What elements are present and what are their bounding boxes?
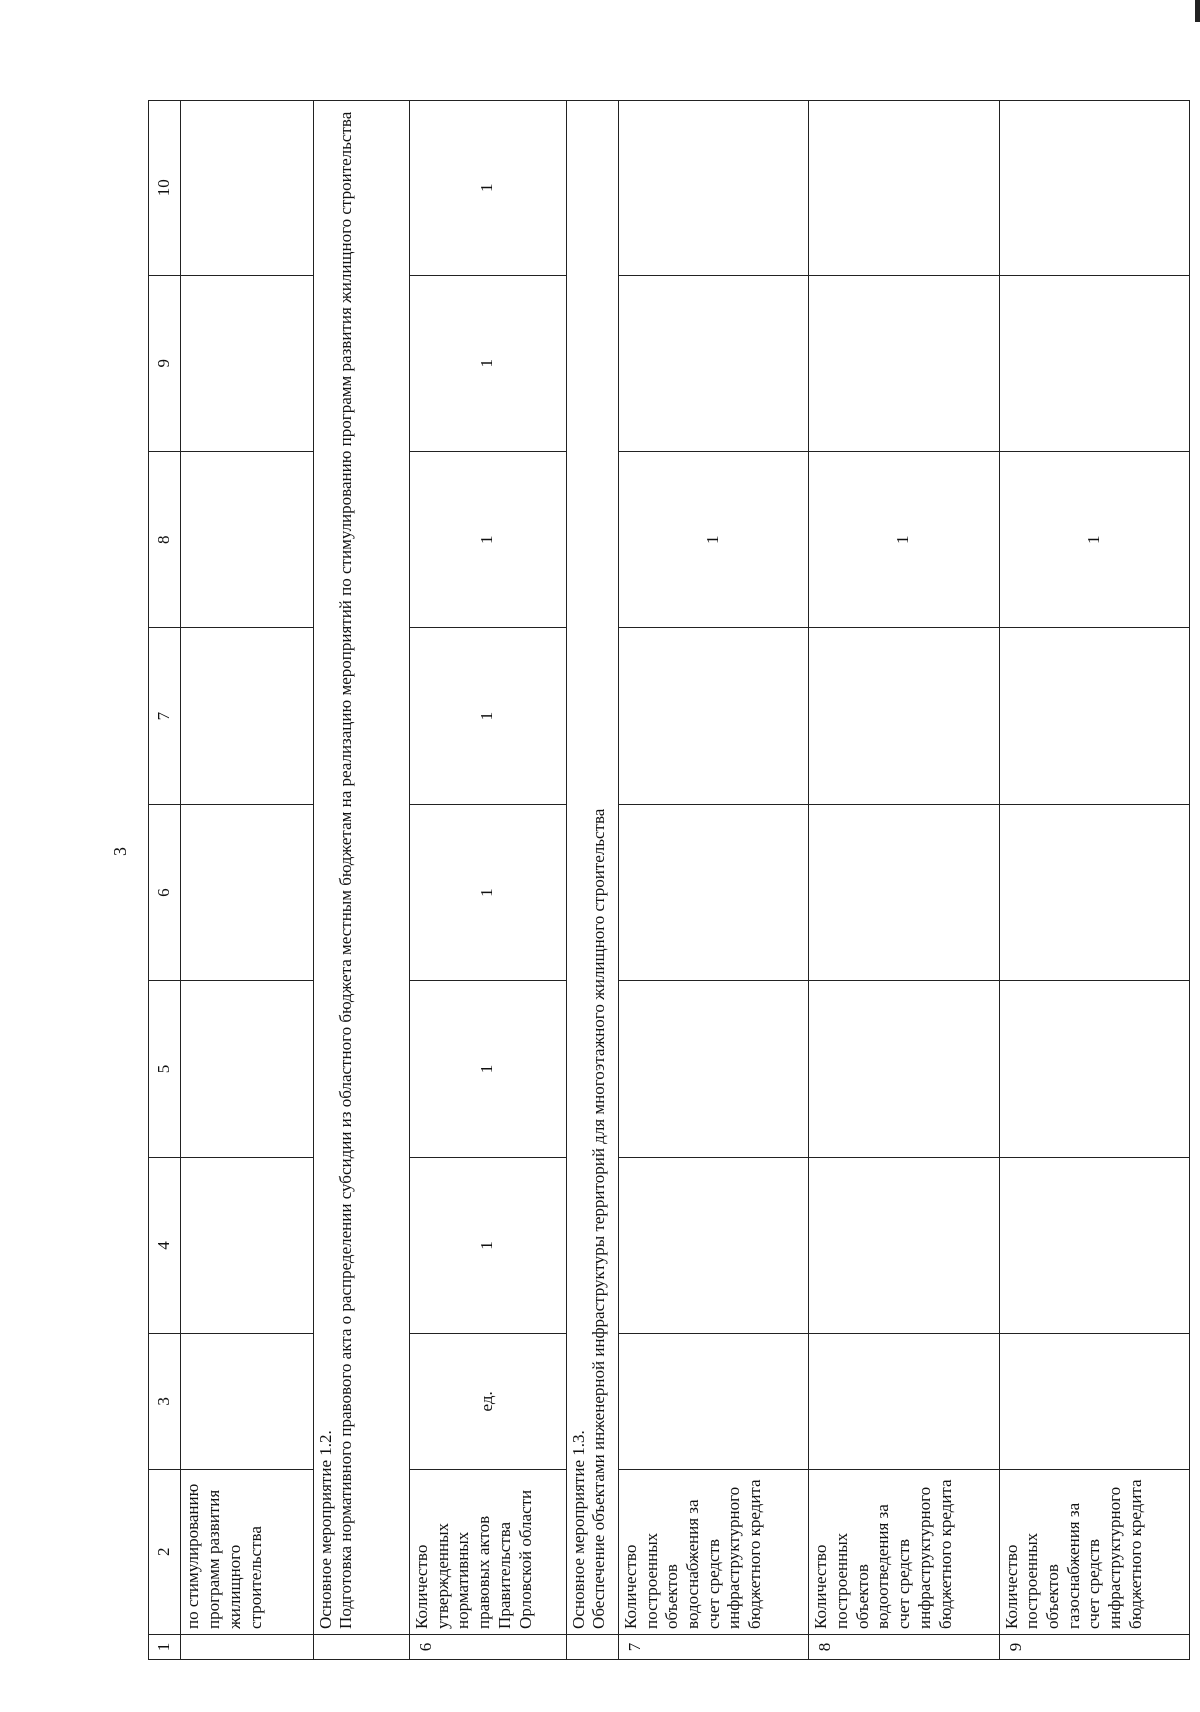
unit-cell xyxy=(618,1334,808,1469)
indicator-name: Количество утвержденных нормативных правовых актов Правительства Орловской области xyxy=(409,1469,566,1634)
unit-cell xyxy=(999,1334,1189,1469)
header-cell: 7 xyxy=(149,628,181,804)
header-cell: 6 xyxy=(149,804,181,980)
indicator-name: Количество построенных объектов водоснабжения за счет средств инфраструктурного бюджетного кредита xyxy=(618,1469,808,1634)
value-cell xyxy=(999,275,1189,451)
scan-edge-mark xyxy=(1195,0,1200,22)
section-number-cell xyxy=(566,1634,618,1659)
value-cell xyxy=(618,981,808,1157)
value-cell: 1 xyxy=(809,451,999,627)
indicator-name: по стимулированию программ развития жилищного строительства xyxy=(181,1469,313,1634)
value-cell xyxy=(181,101,313,276)
section-title: Основное мероприятие 1.3. xyxy=(568,1430,588,1629)
page-number: 3 xyxy=(110,847,130,856)
header-cell: 9 xyxy=(149,275,181,451)
row-number xyxy=(181,1634,313,1659)
value-cell: 1 xyxy=(409,628,566,804)
indicators-table-container xyxy=(148,100,1190,1660)
indicators-table xyxy=(148,100,1190,1660)
section-number-cell xyxy=(313,1634,409,1659)
value-cell xyxy=(999,101,1189,276)
row-number: 8 xyxy=(809,1634,999,1659)
value-cell xyxy=(618,628,808,804)
header-cell: 5 xyxy=(149,981,181,1157)
table-row xyxy=(618,101,808,1660)
value-cell: 1 xyxy=(409,275,566,451)
value-cell: 1 xyxy=(618,451,808,627)
table-row xyxy=(999,101,1189,1660)
value-cell xyxy=(618,804,808,980)
header-cell: 8 xyxy=(149,451,181,627)
value-cell xyxy=(618,1157,808,1333)
table-row xyxy=(809,101,999,1660)
value-cell: 1 xyxy=(409,101,566,276)
value-cell xyxy=(999,1157,1189,1333)
value-cell xyxy=(618,101,808,276)
value-cell: 1 xyxy=(409,981,566,1157)
value-cell xyxy=(999,981,1189,1157)
value-cell xyxy=(809,101,999,276)
section-cell xyxy=(313,101,409,1635)
value-cell xyxy=(809,1157,999,1333)
unit-cell xyxy=(181,1334,313,1469)
value-cell xyxy=(809,804,999,980)
value-cell xyxy=(809,981,999,1157)
value-cell xyxy=(181,804,313,980)
indicator-name: Количество построенных объектов водоотведения за счет средств инфраструктурного бюджетного кредита xyxy=(809,1469,999,1634)
section-text: Обеспечение объектами инженерной инфраструктуры территорий для многоэтажного жилищного строительства xyxy=(589,808,609,1629)
value-cell xyxy=(181,275,313,451)
value-cell xyxy=(181,451,313,627)
value-cell: 1 xyxy=(409,451,566,627)
value-cell xyxy=(999,804,1189,980)
header-cell: 10 xyxy=(149,101,181,276)
value-cell: 1 xyxy=(409,804,566,980)
row-number: 9 xyxy=(999,1634,1189,1659)
value-cell xyxy=(181,1157,313,1333)
row-number: 7 xyxy=(618,1634,808,1659)
value-cell: 1 xyxy=(409,1157,566,1333)
section-row xyxy=(313,101,409,1660)
value-cell xyxy=(809,628,999,804)
header-cell: 2 xyxy=(149,1469,181,1634)
section-row xyxy=(566,101,618,1660)
unit-cell: ед. xyxy=(409,1334,566,1469)
unit-cell xyxy=(809,1334,999,1469)
value-cell xyxy=(181,628,313,804)
table-row xyxy=(409,101,566,1660)
section-title: Основное мероприятие 1.2. xyxy=(315,1430,335,1629)
header-cell: 3 xyxy=(149,1334,181,1469)
header-cell: 1 xyxy=(149,1634,181,1659)
value-cell xyxy=(809,275,999,451)
row-number: 6 xyxy=(409,1634,566,1659)
value-cell xyxy=(181,981,313,1157)
table-row xyxy=(181,101,313,1660)
value-cell xyxy=(618,275,808,451)
value-cell: 1 xyxy=(999,451,1189,627)
indicator-name: Количество построенных объектов газоснабжения за счет средств инфраструктурного бюджетного кредита xyxy=(999,1469,1189,1634)
section-text: Подготовка нормативного правового акта о распределении субсидии из областного бюджета местным бюджетам на реализацию мероприятий по стимулированию программ развития жилищного строительства xyxy=(336,111,356,1629)
section-cell xyxy=(566,101,618,1635)
header-row xyxy=(149,101,181,1660)
header-cell: 4 xyxy=(149,1157,181,1333)
value-cell xyxy=(999,628,1189,804)
